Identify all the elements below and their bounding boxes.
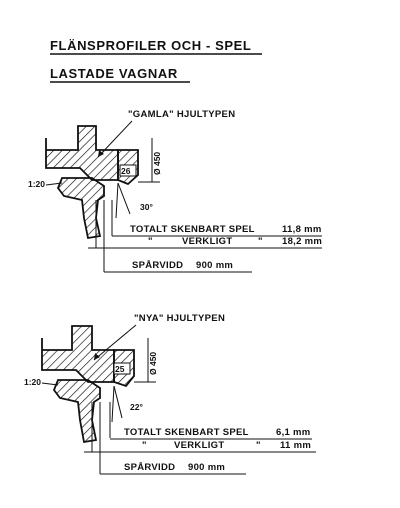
angle-label: 30° <box>140 202 153 212</box>
row2-value: 18,2 mm <box>282 236 323 247</box>
gauge-value: 900 mm <box>196 260 234 271</box>
gauge-value: 900 mm <box>188 462 226 473</box>
row1-label: TOTALT SKENBART SPEL <box>124 427 249 438</box>
gauge-label: SPÅRVIDD <box>124 462 176 473</box>
row1-value: 11,8 mm <box>282 224 322 235</box>
diagram-new-wheel <box>24 313 316 474</box>
wheel-type-label: "NYA" HJULTYPEN <box>134 313 226 324</box>
title-line-1: FLÄNSPROFILER OCH - SPEL <box>50 38 252 53</box>
rail-section <box>54 380 100 442</box>
flange-dimension: 25 <box>115 364 125 374</box>
angle-line-a <box>116 183 118 218</box>
title-line-2: LASTADE VAGNAR <box>50 66 178 81</box>
row1-label: TOTALT SKENBART SPEL <box>130 224 255 235</box>
wheel-section <box>46 126 118 180</box>
gauge-label: SPÅRVIDD <box>132 260 184 271</box>
angle-label: 22° <box>130 402 143 412</box>
diameter-label: Ø 450 <box>148 351 158 375</box>
wheel-type-label: "GAMLA" HJULTYPEN <box>128 109 236 120</box>
row2-label: VERKLIGT <box>174 440 225 451</box>
row2-ditto-2: " <box>256 440 261 451</box>
flange-dimension: 26 <box>121 166 131 176</box>
row2-ditto-2: " <box>258 236 263 247</box>
angle-line-b <box>118 183 130 214</box>
taper-label: 1:20 <box>24 377 42 387</box>
row2-ditto: " <box>142 440 147 451</box>
rail-section <box>58 178 104 238</box>
angle-line-a <box>112 386 114 422</box>
row2-ditto: " <box>148 236 153 247</box>
wheel-section <box>42 326 114 382</box>
taper-label: 1:20 <box>28 179 46 189</box>
row2-value: 11 mm <box>280 440 312 451</box>
row1-value: 6,1 mm <box>276 427 311 438</box>
diagram-old-wheel <box>28 109 322 272</box>
row2-label: VERKLIGT <box>182 236 233 247</box>
angle-line-b <box>114 386 122 418</box>
diameter-label: Ø 450 <box>152 151 162 175</box>
